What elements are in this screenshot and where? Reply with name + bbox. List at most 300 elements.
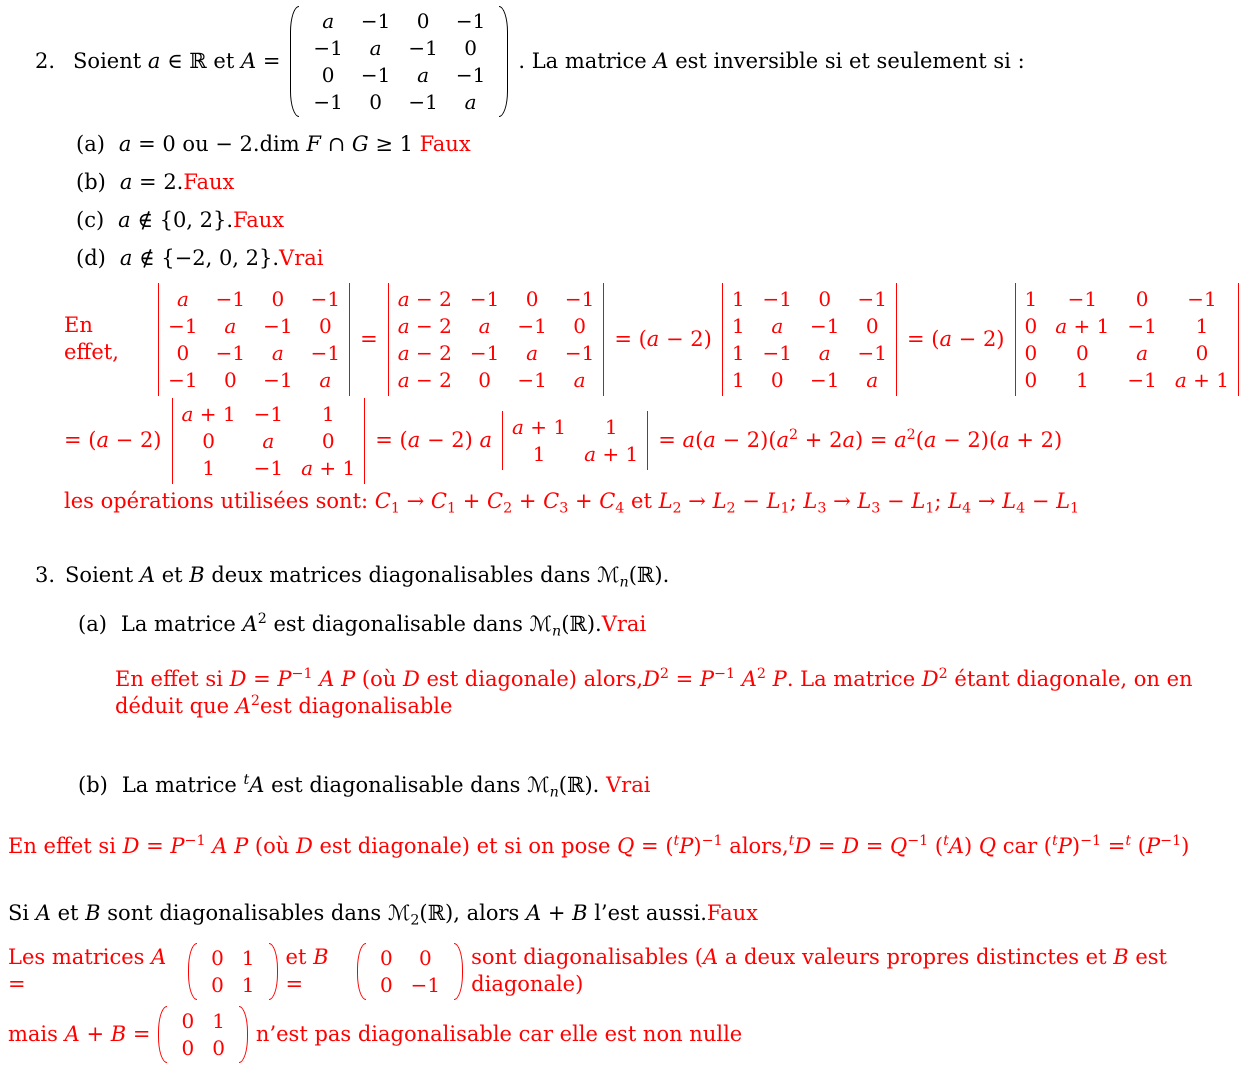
question-2-intro: [73, 48, 280, 75]
text-segment: étant diagonale, on en déduit que: [115, 667, 1193, 718]
math-token: a: [397, 313, 410, 338]
math-token: a: [1055, 313, 1068, 338]
text-segment: alors,: [722, 833, 789, 858]
math-token: 0: [224, 367, 237, 392]
text-segment: est diagonalisable: [260, 694, 453, 718]
text-segment: et: [50, 900, 86, 925]
matrix-cell: [732, 287, 745, 311]
text-segment: − 2)(: [936, 428, 998, 453]
text-segment: = (: [614, 326, 647, 351]
text-segment: −: [1025, 488, 1057, 513]
text-segment: C: [374, 488, 391, 513]
math-token: 0: [271, 286, 285, 311]
text-segment: a: [842, 428, 855, 453]
math-token: a: [369, 36, 382, 60]
text-segment: →: [681, 488, 713, 513]
math-token: −1: [517, 367, 547, 392]
math-token: −1: [1067, 286, 1098, 311]
matrix-cell: [1187, 287, 1216, 311]
item-a-text: [121, 611, 646, 638]
math-token: 0: [525, 286, 539, 311]
text-segment: et: [285, 945, 314, 970]
matrix-cell: [417, 9, 430, 33]
math-token: −1: [469, 286, 500, 311]
math-token: a: [176, 286, 189, 311]
choice-a: [76, 131, 1239, 158]
matrix-cell: [216, 341, 245, 365]
math-token: −1: [564, 286, 595, 311]
matrix-cell: [573, 314, 586, 338]
text-segment: − 2): [420, 428, 480, 453]
text-segment: A: [212, 833, 228, 858]
text-segment: (ℝ).: [558, 772, 606, 797]
matrix-cell: [417, 63, 429, 87]
math-token: a: [322, 9, 335, 33]
text-segment: +: [79, 1021, 111, 1046]
math-token: 0: [321, 428, 335, 453]
counterexample-matrix-b-cells: [370, 943, 450, 1000]
text-segment: 2: [726, 499, 736, 516]
math-token: 1: [532, 442, 546, 466]
text-segment: −: [880, 488, 912, 513]
text-segment: a: [646, 326, 660, 351]
matrix-a-definition: [290, 6, 508, 117]
matrix-cell: [242, 946, 255, 970]
matrix-cell: [1025, 341, 1038, 365]
text-segment: + 2: [798, 428, 843, 453]
choice-b-text: [120, 169, 235, 196]
math-token: a: [573, 367, 586, 392]
matrix-cell: [1196, 314, 1209, 338]
choice-a-label: (a): [76, 132, 105, 156]
text-segment: Q: [978, 833, 997, 858]
left-paren: [158, 1006, 167, 1063]
math-token: a: [301, 455, 314, 480]
text-segment: −1: [714, 666, 736, 683]
text-segment: a: [776, 428, 790, 453]
math-token: a: [1174, 367, 1187, 392]
text-segment: P: [170, 833, 185, 858]
text-segment: et: [155, 563, 190, 588]
math-token: 1: [241, 972, 255, 997]
determinant-factored: [722, 283, 897, 396]
matrix-cell: [565, 287, 594, 311]
matrix-cell: [182, 402, 236, 426]
text-segment: D: [643, 667, 660, 692]
text-segment: n: [619, 574, 629, 591]
math-token: − 2: [409, 367, 452, 392]
math-token: 0: [212, 1035, 225, 1060]
math-token: + 1: [313, 455, 356, 480]
matrix-cell: [242, 973, 255, 997]
sum-matrix-ab: [158, 1006, 247, 1063]
text-segment: a: [997, 428, 1010, 453]
math-token: 1: [1075, 367, 1089, 392]
matrix-cell: [732, 341, 745, 365]
conclusion-part-1: [8, 1021, 150, 1048]
factor-a-minus-2-a: [375, 427, 492, 454]
text-segment: Soient: [73, 49, 148, 74]
text-segment: →: [399, 488, 431, 513]
sum-matrix-ab-cells: [171, 1006, 234, 1063]
text-segment: L: [1056, 488, 1071, 513]
math-token: −1: [215, 286, 246, 311]
matrix-cell: [254, 402, 283, 426]
counterexample-line: [8, 943, 1239, 1000]
matrix-cell: [526, 287, 539, 311]
math-token: a: [526, 340, 539, 365]
math-token: a: [818, 340, 831, 365]
text-segment: 1: [390, 499, 400, 516]
text-segment: L: [948, 488, 963, 513]
text-segment: D: [402, 667, 420, 692]
matrix-cell: [1076, 368, 1089, 392]
math-token: −1: [313, 36, 343, 60]
text-segment: =: [8, 972, 26, 996]
math-token: 1: [202, 455, 215, 480]
question-3-intro: [65, 562, 669, 589]
math-token: 0: [181, 1035, 195, 1060]
math-token: 1: [731, 286, 745, 311]
text-segment: n: [549, 784, 559, 801]
math-token: 1: [321, 401, 335, 426]
matrix-cell: [732, 368, 745, 392]
matrix-cell: [212, 1036, 225, 1060]
text-segment: a: [119, 169, 133, 194]
math-token: −1: [263, 313, 293, 338]
text-segment: A: [139, 563, 156, 588]
text-segment: a: [703, 428, 716, 453]
text-segment: Faux: [419, 132, 471, 156]
math-token: 1: [731, 313, 745, 338]
counterexample-matrix-a-cells: [201, 943, 264, 1000]
text-segment: D: [842, 833, 860, 858]
math-token: −1: [410, 972, 441, 997]
math-token: − 2: [409, 313, 452, 338]
math-token: + 1: [523, 415, 567, 439]
text-segment: =: [859, 833, 890, 858]
text-segment: 1: [925, 499, 935, 516]
text-segment: 2: [938, 666, 948, 683]
math-token: + 1: [1067, 313, 1110, 338]
matrix-cell: [1076, 341, 1089, 365]
text-segment: car (: [996, 833, 1052, 858]
text-segment: = (: [634, 833, 674, 858]
matrix-cell: [224, 314, 236, 338]
text-segment: 2: [789, 427, 799, 444]
determinant-row-reduced-cells: [1015, 283, 1239, 396]
math-token: −1: [215, 340, 246, 365]
item-a-explanation: [115, 666, 1239, 720]
text-segment: 4: [1016, 499, 1026, 516]
question-2-number: 2.: [35, 49, 56, 74]
math-token: −1: [810, 367, 840, 392]
math-token: 0: [1075, 340, 1089, 365]
matrix-cell: [301, 456, 355, 480]
matrix-cell: [512, 415, 566, 439]
matrix-cell: [1136, 341, 1148, 365]
matrix-cell: [370, 36, 382, 60]
right-paren: [239, 1006, 248, 1063]
text-segment: =: [246, 667, 278, 692]
matrix-cell: [322, 429, 335, 453]
text-segment: A: [525, 900, 542, 925]
determinant-2x2-cells: [502, 411, 648, 470]
question-3-statement: [35, 562, 1239, 589]
choice-c-label: (c): [76, 207, 105, 232]
text-segment: P: [1057, 833, 1072, 858]
choice-c: [76, 207, 1239, 234]
math-token: 0: [464, 36, 477, 60]
matrix-cell: [263, 314, 292, 338]
matrix-cell: [763, 341, 792, 365]
text-segment: =: [285, 972, 304, 996]
text-segment: La matrice: [120, 612, 243, 637]
text-segment: les opérations utilisées sont:: [64, 488, 375, 513]
text-segment: A: [319, 667, 335, 692]
math-token: −1: [168, 367, 198, 392]
matrix-cell: [311, 341, 340, 365]
matrix-cell: [224, 368, 237, 392]
math-token: a: [224, 313, 237, 338]
matrix-cell: [168, 314, 197, 338]
text-segment: n’est pas diagonalisable car elle est non nulle: [255, 1021, 743, 1046]
math-token: −1: [810, 313, 840, 338]
math-token: 0: [770, 367, 784, 392]
text-segment: P: [234, 833, 249, 858]
text-segment: D: [229, 667, 247, 692]
text-segment: −1: [1080, 832, 1102, 849]
text-segment: Soient: [65, 563, 140, 588]
counterexample-part-3: [471, 944, 1239, 998]
right-paren: [454, 943, 463, 1000]
math-token: a: [478, 313, 491, 338]
left-paren: [290, 6, 299, 117]
text-segment: ∉ {−2, 0, 2}.: [132, 245, 280, 270]
matrix-cell: [181, 1009, 194, 1033]
determinant-columns-summed-cells: [388, 283, 605, 396]
text-segment: =: [139, 833, 171, 858]
matrix-cell: [408, 90, 437, 114]
item-b-label: (b): [78, 772, 108, 797]
text-segment: P: [679, 833, 694, 858]
math-token: 0: [319, 313, 332, 338]
text-segment: ∉ {0, 2}.: [130, 207, 234, 232]
math-token: 0: [176, 340, 190, 365]
text-segment: t: [243, 772, 250, 789]
text-segment: [766, 667, 773, 691]
text-segment: L: [857, 488, 872, 513]
text-segment: (: [928, 833, 944, 858]
text-segment: C: [543, 488, 560, 513]
text-segment: =: [126, 1021, 151, 1046]
counterexample-conclusion-line: [8, 1006, 1239, 1063]
text-segment: 2: [659, 666, 669, 683]
math-token: − 2: [409, 286, 452, 311]
text-segment: B: [313, 945, 329, 970]
text-segment: 2: [906, 427, 916, 444]
math-token: −1: [1127, 313, 1157, 338]
text-segment: a: [682, 428, 696, 453]
text-segment: Q: [890, 833, 908, 858]
text-segment: 1: [446, 499, 457, 516]
left-paren: [188, 943, 197, 1000]
matrix-cell: [322, 63, 335, 87]
matrix-cell: [584, 442, 638, 466]
matrix-cell: [398, 368, 452, 392]
text-segment: ;: [789, 488, 804, 513]
text-segment: A: [653, 49, 669, 74]
text-segment: sont diagonalisables (: [471, 945, 703, 970]
item-b-text: [122, 772, 651, 799]
matrix-cell: [398, 314, 452, 338]
matrix-cell: [177, 341, 190, 365]
matrix-cell: [216, 287, 245, 311]
matrix-cell: [810, 368, 839, 392]
matrix-a-cells: [303, 6, 495, 117]
choice-b-label: (b): [76, 169, 106, 194]
matrix-cell: [470, 341, 499, 365]
text-segment: = 2.: [132, 169, 184, 194]
text-segment: C: [430, 488, 447, 513]
matrix-cell: [1127, 314, 1156, 338]
math-token: 1: [1195, 313, 1209, 338]
math-token: −1: [310, 340, 341, 365]
text-segment: [735, 667, 742, 691]
question-2-proof: [64, 283, 1239, 515]
determinant-result: [658, 427, 1062, 454]
text-segment: =: [1101, 833, 1126, 858]
text-segment: A: [35, 900, 51, 925]
math-token: a: [464, 90, 477, 114]
matrix-cell: [574, 368, 586, 392]
math-token: 0: [1024, 340, 1038, 365]
math-token: a: [397, 340, 410, 365]
determinant-row-reduced: [1015, 283, 1239, 396]
determinant-columns-summed: [388, 283, 605, 396]
math-token: + 1: [596, 442, 639, 466]
text-segment: D: [122, 833, 140, 858]
text-segment: et: [624, 488, 659, 513]
matrix-cell: [211, 973, 224, 997]
text-segment: = (: [907, 326, 940, 351]
math-token: −1: [360, 9, 391, 33]
text-segment: a: [923, 428, 937, 453]
text-segment: C: [599, 488, 616, 513]
text-segment: B: [572, 900, 588, 925]
matrix-cell: [470, 287, 499, 311]
math-token: 0: [1024, 313, 1038, 338]
text-segment: = (: [64, 428, 97, 453]
math-token: 1: [212, 1008, 225, 1033]
text-segment: D: [295, 833, 313, 858]
matrix-cell: [479, 314, 491, 338]
text-segment: + 2): [1009, 428, 1063, 453]
text-segment: a deux valeurs propres distinctes et: [718, 945, 1114, 970]
math-token: −1: [313, 90, 343, 114]
counterexample-part-1: [8, 944, 180, 998]
matrix-cell: [254, 456, 283, 480]
determinant-factored-cells: [722, 283, 897, 396]
sum-diagonalizable-claim: [8, 900, 1239, 927]
matrix-cell: [478, 368, 491, 392]
left-paren: [357, 943, 366, 1000]
math-token: 0: [211, 972, 224, 997]
item-b-explanation: [8, 833, 1238, 860]
text-segment: 2: [410, 911, 420, 928]
math-token: −1: [310, 286, 341, 311]
matrix-cell: [262, 429, 274, 453]
matrix-cell: [818, 287, 831, 311]
matrix-cell: [533, 442, 546, 466]
text-segment: −1: [1160, 832, 1182, 849]
text-segment: −1: [907, 832, 929, 849]
text-segment: est diagonale) alors,: [419, 667, 643, 692]
text-segment: A: [235, 694, 251, 718]
matrix-cell: [1136, 287, 1149, 311]
text-segment: t: [1052, 832, 1058, 849]
matrix-cell: [272, 287, 285, 311]
text-segment: Faux: [233, 207, 285, 232]
text-segment: B: [1113, 945, 1129, 970]
counterexample-matrix-b: [357, 943, 463, 1000]
text-segment: . La matrice: [518, 49, 654, 74]
text-segment: (ℝ).: [628, 563, 670, 588]
math-token: 0: [419, 945, 432, 970]
text-segment: 3: [817, 499, 827, 516]
matrix-cell: [177, 287, 189, 311]
text-segment: +: [568, 488, 600, 513]
matrix-cell: [272, 341, 284, 365]
math-token: a: [262, 428, 275, 453]
text-segment: est inversible si et seulement si :: [668, 49, 1025, 74]
math-token: 1: [604, 415, 618, 439]
math-token: a: [771, 313, 784, 338]
text-segment: deux matrices diagonalisables dans ℳ: [204, 563, 620, 588]
math-token: 0: [202, 428, 215, 453]
text-segment: 2: [250, 693, 260, 710]
text-segment: a: [118, 207, 131, 232]
question-2-choices: [76, 131, 1239, 272]
text-segment: Vrai: [601, 612, 647, 637]
math-token: a: [866, 367, 879, 392]
math-token: −1: [408, 90, 438, 114]
matrix-cell: [1068, 287, 1097, 311]
text-segment: a: [939, 326, 952, 351]
math-token: 0: [1195, 340, 1209, 365]
text-segment: P: [699, 667, 715, 692]
matrix-cell: [866, 368, 878, 392]
matrix-cell: [517, 368, 546, 392]
text-segment: A: [249, 772, 265, 797]
text-segment: t: [1125, 832, 1132, 849]
text-segment: est diagonalisable dans ℳ: [266, 612, 552, 637]
item-a-label: (a): [78, 612, 107, 637]
matrix-cell: [419, 946, 432, 970]
math-token: −1: [360, 63, 391, 87]
text-segment: −1: [184, 832, 206, 849]
matrix-cell: [319, 368, 331, 392]
text-segment: =: [668, 667, 700, 692]
text-segment: ;: [934, 488, 949, 513]
math-token: 1: [1024, 286, 1038, 311]
text-segment: a: [479, 428, 492, 453]
math-token: 0: [1135, 286, 1149, 311]
math-token: 0: [379, 972, 393, 997]
text-segment: 2: [503, 499, 513, 516]
matrix-cell: [526, 341, 538, 365]
math-token: a: [319, 367, 332, 392]
